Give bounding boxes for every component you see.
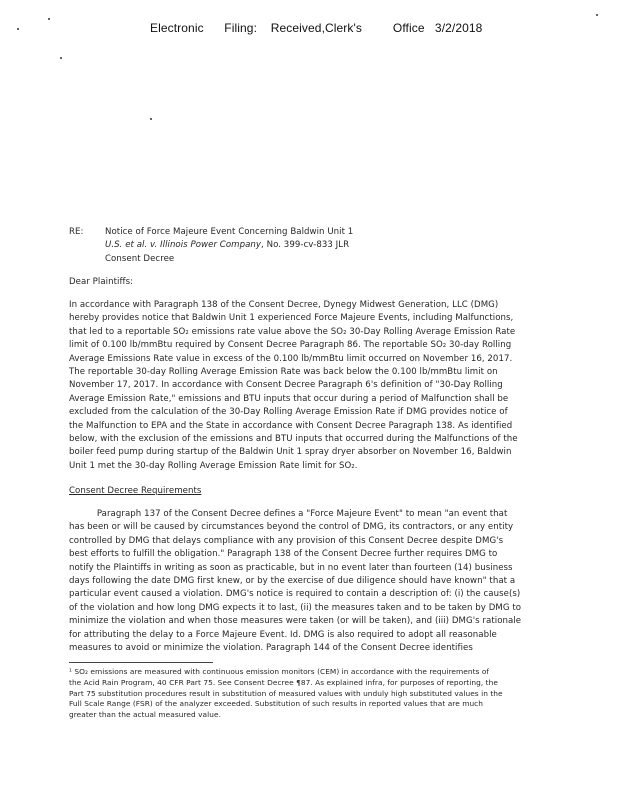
paragraph-line: that led to a reportable SO₂ emissions rate value above the SO₂ 30-Day Rolling Average Emission Rate	[69, 326, 516, 337]
paragraph-line: for attributing the delay to a Force Majeure Event. Id. DMG is also required to adopt all reasonable	[69, 629, 497, 640]
footnote-divider	[69, 662, 213, 663]
paragraph-line: Average Emissions Rate value in excess of the 0.100 lb/mmBtu limit occurred on November 16, 2017.	[69, 353, 513, 364]
salutation: Dear Plaintiffs:	[69, 277, 134, 287]
section-heading: Consent Decree Requirements	[69, 486, 202, 496]
footnote-line: Full Scale Range (FSR) of the analyzer exceeded. Substitution of such results in reported values that are much	[69, 699, 484, 709]
paragraph-line: minimize the violation and when those measures were taken (or will be taken), and (iii) DMG's rationale	[69, 616, 522, 627]
scan-speck	[60, 57, 62, 59]
paragraph-notice	[69, 299, 561, 473]
paragraph-line: particular event caused a violation. DMG's notice is required to contain a description of: (i) the cause(s)	[69, 589, 521, 600]
paragraph-line: hereby provides notice that Baldwin Unit 1 experienced Force Majeure Events, including Malfunctions,	[69, 313, 514, 324]
scan-speck	[48, 18, 50, 20]
paragraph-line: of the violation and how long DMG expects it to last, (ii) the measures taken and to be taken by DMG to	[69, 602, 522, 613]
paragraph-line: notify the Plaintiffs in writing as soon as practicable, but in no event later than fourteen (14) business	[69, 562, 513, 573]
paragraph-line: excluded from the calculation of the 30-Day Rolling Average Emission Rate if DMG provides notice of	[69, 407, 508, 418]
paragraph-line: limit of 0.100 lb/mmBtu required by Consent Decree Paragraph 86. The reportable SO₂ 30-day Rolling	[69, 340, 512, 351]
paragraph-line: best efforts to fulfill the obligation." Paragraph 138 of the Consent Decree further requires DMG to	[69, 549, 498, 560]
footnote-line: Part 75 substitution procedures result in substitution of measured values with unduly high substituted values in the	[69, 688, 503, 698]
paragraph-line: In accordance with Paragraph 138 of the Consent Decree, Dynegy Midwest Generation, LLC (DMG)	[69, 300, 499, 310]
paragraph-line: Paragraph 137 of the Consent Decree defines a "Force Majeure Event" to mean "an event that	[69, 509, 508, 519]
paragraph-line: boiler feed pump during startup of the Baldwin Unit 1 spray dryer absorber on November 16, Baldwin	[69, 447, 512, 458]
re-case-name: U.S. et al. v. Illinois Power Company	[105, 240, 262, 251]
paragraph-line: controlled by DMG that delays compliance with any provision of this Consent Decree despite DMG's	[69, 535, 504, 546]
re-case-number: , No. 399-cv-833 JLR	[261, 240, 350, 251]
paragraph-line: Average Emission Rate," emissions and BTU inputs that occur during a period of Malfunction shall be	[69, 393, 509, 404]
scan-speck	[17, 28, 19, 30]
paragraph-line: November 17, 2017. In accordance with Consent Decree Paragraph 6's definition of "30-Day Rolling	[69, 380, 503, 391]
filing-stamp: Electronic Filing: Received,Clerk's Office 3/2/2018	[150, 21, 483, 35]
re-block	[69, 226, 569, 266]
footnote	[69, 667, 561, 721]
paragraph-line: days following the date DMG first knew, or by the exercise of due diligence should have known" that a	[69, 576, 516, 587]
re-decree: Consent Decree	[105, 253, 175, 264]
footnote-line: greater than the actual measured value.	[69, 710, 221, 720]
paragraph-line: below, with the exclusion of the emissions and BTU inputs that occurred during the Malfunctions of the	[69, 434, 518, 445]
scan-speck	[150, 118, 152, 120]
re-subject: Notice of Force Majeure Event Concerning Baldwin Unit 1	[105, 227, 354, 237]
paragraph-line: measures to avoid or minimize the violation. Paragraph 144 of the Consent Decree identifies	[69, 643, 473, 654]
paragraph-line: has been or will be caused by circumstances beyond the control of DMG, its contractors, or any entity	[69, 522, 514, 533]
paragraph-line: the Malfunction to EPA and the State in accordance with Consent Decree Paragraph 138. As identified	[69, 420, 513, 431]
footnote-line: the Acid Rain Program, 40 CFR Part 75. See Consent Decree ¶87. As explained infra, for purposes of reporting, the	[69, 677, 498, 687]
footnote-line: ¹ SO₂ emissions are measured with continuous emission monitors (CEM) in accordance with the requirements of	[69, 667, 490, 676]
paragraph-requirements	[69, 508, 561, 655]
re-label: RE:	[69, 227, 84, 237]
paragraph-line: The reportable 30-day Rolling Average Emission Rate was back below the 0.100 lb/mmBtu limit on	[69, 367, 498, 378]
paragraph-line: Unit 1 met the 30-day Rolling Average Emission Rate limit for SO₂.	[69, 460, 358, 471]
scan-speck	[596, 14, 598, 16]
re-case	[105, 239, 569, 252]
